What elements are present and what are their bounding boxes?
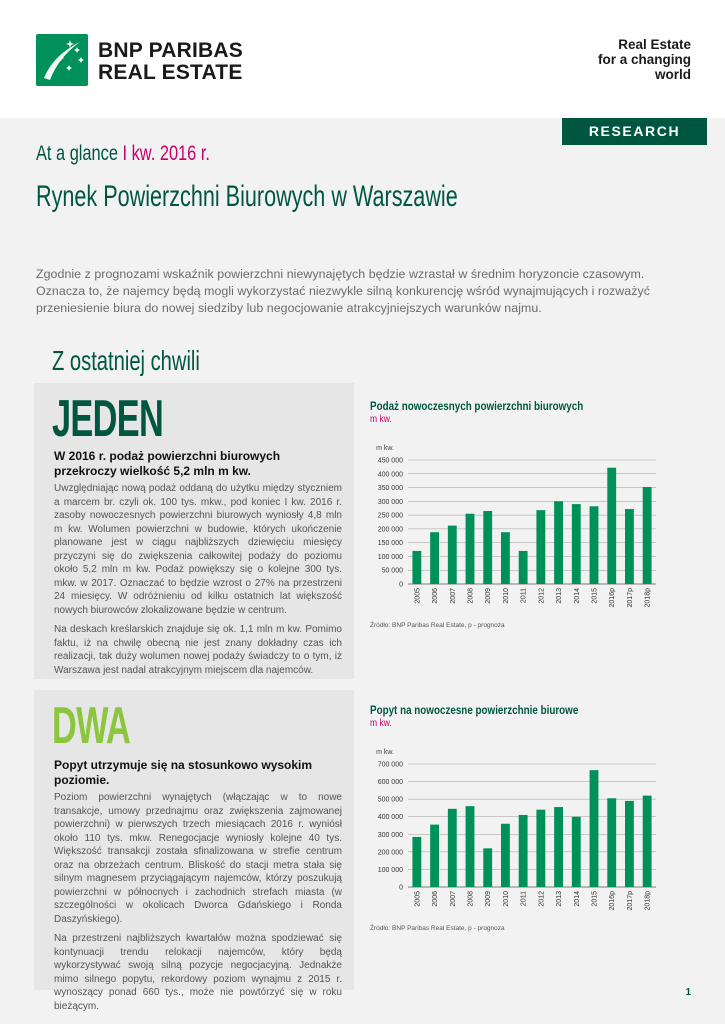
brand-line-2: REAL ESTATE xyxy=(98,61,243,84)
card-body xyxy=(54,791,342,1019)
bar xyxy=(536,810,545,887)
bar xyxy=(466,806,475,887)
bar xyxy=(448,526,457,584)
bar xyxy=(448,809,457,887)
page-title: Rynek Powierzchni Biurowych w Warszawie xyxy=(36,180,458,213)
x-tick-label: 2007 xyxy=(449,891,457,907)
y-tick-label: 400 000 xyxy=(377,471,403,479)
bar xyxy=(625,801,634,887)
y-tick-label: 100 000 xyxy=(377,866,403,874)
x-tick-label: 2013 xyxy=(556,891,564,907)
bar xyxy=(483,848,492,887)
brand-name xyxy=(98,40,243,84)
research-badge: RESEARCH xyxy=(562,118,707,145)
x-tick-label: 2009 xyxy=(485,588,493,604)
chart-source: Źródło: BNP Paribas Real Estate, p - prognoza xyxy=(370,622,505,629)
bar xyxy=(536,510,545,584)
bar xyxy=(572,817,581,887)
y-tick-label: 400 000 xyxy=(377,814,403,822)
bar xyxy=(554,807,563,887)
y-tick-label: 200 000 xyxy=(377,849,403,857)
x-tick-label: 2012 xyxy=(538,588,546,604)
supply-bar-chart xyxy=(360,434,670,620)
bar xyxy=(519,815,528,887)
y-tick-label: 50 000 xyxy=(381,567,403,575)
card-heading: Popyt utrzymuje się na stosunkowo wysokim poziomie. xyxy=(54,758,313,787)
x-tick-label: 2013 xyxy=(556,588,564,604)
y-tick-label: 500 000 xyxy=(377,796,403,804)
x-tick-label: 2008 xyxy=(467,588,475,604)
bar xyxy=(643,487,652,584)
y-axis-label: m kw. xyxy=(376,749,394,756)
chart-subtitle: m kw. xyxy=(370,718,392,729)
y-tick-label: 600 000 xyxy=(377,779,403,787)
chart-title: Popyt na nowoczesne powierzchnie biurowe xyxy=(370,703,579,717)
page-header xyxy=(0,0,725,118)
page-number: 1 xyxy=(685,987,691,998)
bar xyxy=(554,501,563,584)
y-tick-label: 300 000 xyxy=(377,831,403,839)
card-big-word: JEDEN xyxy=(52,390,164,448)
y-tick-label: 450 000 xyxy=(377,457,403,465)
x-tick-label: 2014 xyxy=(573,588,581,604)
glance-prefix: At a glance xyxy=(36,142,123,165)
x-tick-label: 2017p xyxy=(626,891,634,911)
card-body xyxy=(54,482,342,683)
bar xyxy=(572,504,581,584)
x-tick-label: 2012 xyxy=(538,891,546,907)
x-tick-label: 2015 xyxy=(591,891,599,907)
x-tick-label: 2015 xyxy=(591,588,599,604)
y-tick-label: 0 xyxy=(399,581,403,589)
x-tick-label: 2009 xyxy=(485,891,493,907)
y-tick-label: 350 000 xyxy=(377,485,403,493)
y-tick-label: 100 000 xyxy=(377,553,403,561)
card-paragraph: Na deskach kreślarskich znajduje się ok. 1,1 mln m kw. Pomimo faktu, iż na chwilę obecną nie jest znany dokładny czas ich realizacji, tak duży wolumen nowej podaży świadczy to o tym, iż Warszawa jest nadal atrakcyjnym miejscem dla najemców. xyxy=(54,624,342,676)
x-tick-label: 2005 xyxy=(414,891,422,907)
y-axis-label: m kw. xyxy=(376,445,394,452)
bar xyxy=(483,511,492,584)
bar xyxy=(607,468,616,584)
x-tick-label: 2011 xyxy=(520,891,528,907)
bar xyxy=(519,551,528,584)
y-tick-label: 200 000 xyxy=(377,526,403,534)
intro-paragraph: Zgodnie z prognozami wskaźnik powierzchni niewynajętych będzie wzrastał w średnim horyzoncie czasowym. Oznacza to, że najemcy będą mogli wykorzystać niezwykle silną konkurencję wśród wynajmujących i rozważyć przeniesienie biura do nowej siedziby lub negocjowanie atrakcyjniejszych warunków najmu. xyxy=(36,267,650,315)
y-tick-label: 150 000 xyxy=(377,540,403,548)
demand-bar-chart xyxy=(360,740,670,925)
card-big-word: DWA xyxy=(52,697,131,755)
x-tick-label: 2008 xyxy=(467,891,475,907)
card-paragraph: Uwzględniając nową podaż oddaną do użytku między styczniem a marcem br. czyli ok. 100 tys. mkw., pod koniec I kw. 2016 r. zasoby nowoczesnych powierzchni biurowych wyniosły 4,8 mln m kw. Wolumen powierzchni w budowie, których ukończenie planowane jest w ciągu najbliższych dziewięciu miesięcy przyczyni się do zwiększenia całkowitej podaży do poziomu około 5,2 mln m kw. Podaż powiększy się o kolejne 300 tys. mkw. w 2017. Oznaczać to będzie wzrost o 27% na przestrzeni 24 miesięcy. W odróżnieniu od kilku ostatnich lat większość nowych biurowców zlokalizowane będzie w centrum. xyxy=(54,483,342,616)
x-tick-label: 2010 xyxy=(502,588,510,604)
chart-subtitle: m kw. xyxy=(370,414,392,425)
card-dwa xyxy=(34,690,354,1012)
tagline-line-3: world xyxy=(655,67,691,82)
x-tick-label: 2011 xyxy=(520,588,528,604)
brand-line-1: BNP PARIBAS xyxy=(98,39,243,62)
tagline-line-2: for a changing xyxy=(597,52,691,67)
x-tick-label: 2010 xyxy=(502,891,510,907)
x-tick-label: 2018p xyxy=(644,588,652,608)
tagline-line-1: Real Estate xyxy=(618,37,691,52)
y-tick-label: 250 000 xyxy=(377,512,403,520)
section-title: Z ostatniej chwili xyxy=(52,345,200,376)
x-tick-label: 2006 xyxy=(432,588,440,604)
bar xyxy=(430,825,439,887)
bar xyxy=(501,532,510,584)
glance-separator: I xyxy=(122,142,128,165)
x-tick-label: 2007 xyxy=(449,588,457,604)
y-tick-label: 0 xyxy=(399,884,403,892)
bar xyxy=(412,551,421,584)
stars-logo-icon xyxy=(36,34,88,86)
x-tick-label: 2014 xyxy=(573,891,581,907)
chart-source: Źródło: BNP Paribas Real Estate, p - prognoza xyxy=(370,925,505,932)
bar xyxy=(466,514,475,584)
x-tick-label: 2016p xyxy=(609,891,617,911)
bar xyxy=(590,770,599,887)
card-paragraph: Na przestrzeni najbliższych kwartałów można spodziewać się kontynuacji trendu relokacji najemców, który będą wykorzystywać swoją silną pozycje negocjacyjną. Jednakże mimo silnego popytu, rekordowy poziom wynajmu z 2015 r. wynoszący ponad 660 tys., może nie powtórzyć się w roku bieżącym. xyxy=(54,933,342,1012)
x-tick-label: 2016p xyxy=(609,588,617,608)
bar xyxy=(590,506,599,584)
bar xyxy=(607,798,616,887)
bar xyxy=(643,796,652,887)
y-tick-label: 700 000 xyxy=(377,761,403,769)
card-jeden xyxy=(34,383,354,679)
x-tick-label: 2017p xyxy=(626,588,634,608)
x-tick-label: 2006 xyxy=(432,891,440,907)
tagline xyxy=(598,37,691,82)
bar xyxy=(412,837,421,887)
card-heading: W 2016 r. podaż powierzchni biurowych przekroczy wielkość 5,2 mln m kw. xyxy=(54,449,281,478)
glance-line xyxy=(36,142,210,166)
y-tick-label: 300 000 xyxy=(377,498,403,506)
bar xyxy=(501,824,510,887)
bar xyxy=(430,532,439,584)
card-paragraph: Poziom powierzchni wynajętych (włączając w to nowe transakcje, umowy przednajmu oraz zwiększenia zajmowanej powierzchni) w pierwszych trzech miesiącach 2016 r. wyniósł około 110 tys. mkw. Renegocjacje wyniosły kolejne 40 tys. Większość transakcji została sfinalizowana w strefie centrum oraz na obrzeżach centrum. Bliskość do stacji metra stała się silnym magnesem przyciągającym najemców, którzy poszukują powierzchni w północnych i zachodnich strefach miasta (w szczególności w okolicach Dworca Gdańskiego i Ronda Daszyńskiego). xyxy=(54,792,342,925)
bar xyxy=(625,509,634,584)
chart-title: Podaż nowoczesnych powierzchni biurowych xyxy=(370,399,584,413)
x-tick-label: 2018p xyxy=(644,891,652,911)
glance-period: kw. 2016 r. xyxy=(127,142,210,165)
x-tick-label: 2005 xyxy=(414,588,422,604)
